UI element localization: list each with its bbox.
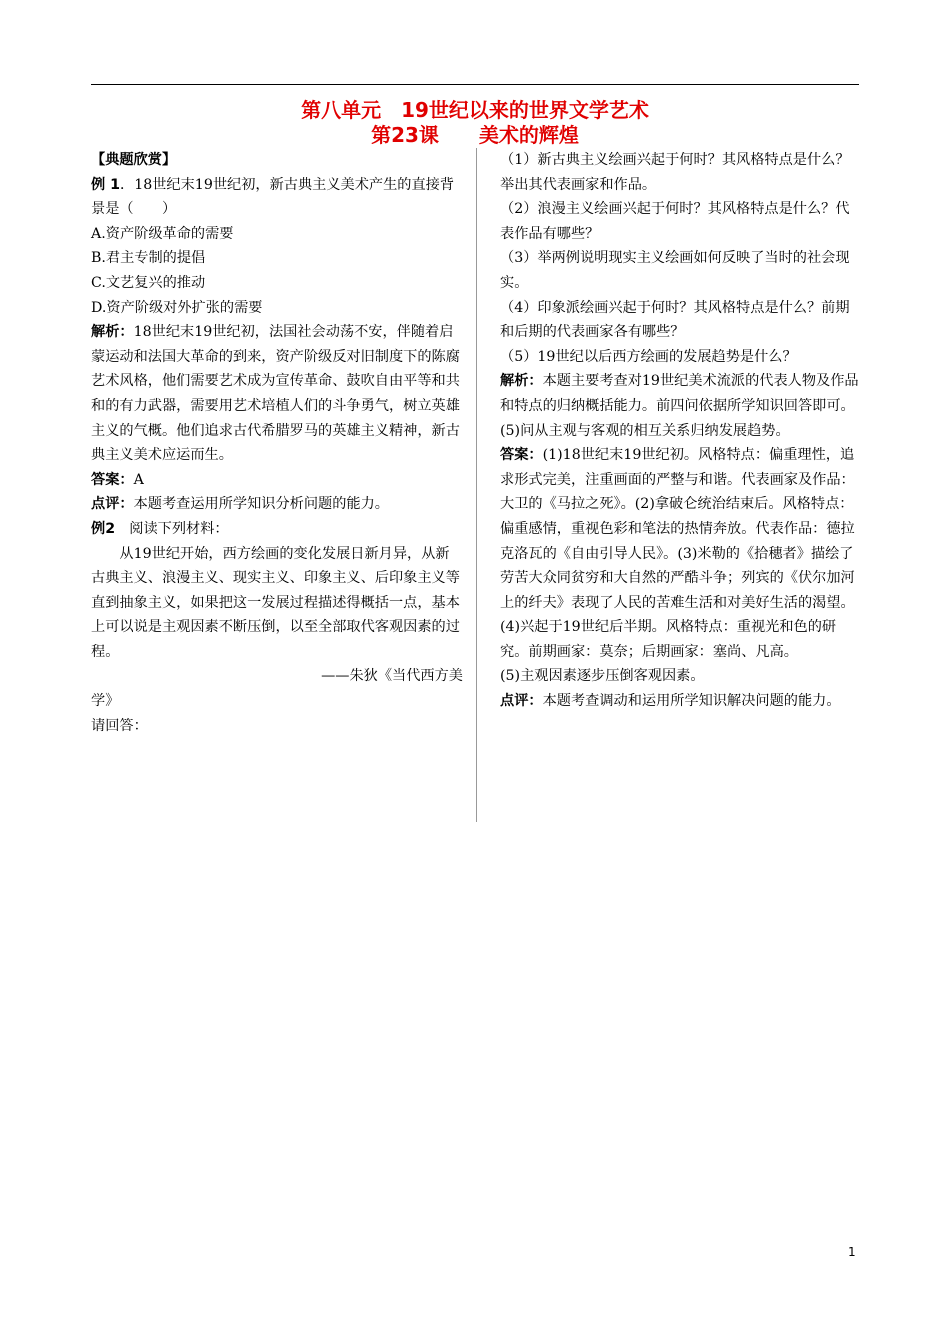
question-2: （2）浪漫主义绘画兴起于何时？其风格特点是什么？代表作品有哪些？ <box>500 201 850 242</box>
example-2-analysis: 解析：本题主要考查对19世纪美术流派的代表人物及作品和特点的归纳概括能力。前四问依据所学知识回答即可。(5)问从主观与客观的相互关系归纳发展趋势。 <box>500 373 859 439</box>
question-1: （1）新古典主义绘画兴起于何时？其风格特点是什么？举出其代表画家和作品。 <box>500 152 850 193</box>
example-2-intro: 例2 阅读下列材料： <box>91 520 229 537</box>
left-column <box>91 148 463 738</box>
example-1-answer: 答案：A <box>91 471 144 488</box>
example-2-material: 从19世纪开始，西方绘画的变化发展日新月异，从新古典主义、浪漫主义、现实主义、印象主义、后印象主义等直到抽象主义，如果把这一发展过程描述得概括一点，基本上可以说是主观因素不断压倒，以至全部取代客观因素的过程。 <box>91 545 460 660</box>
example-2-comment: 点评：本题考查调动和运用所学知识解决问题的能力。 <box>500 693 841 710</box>
lesson-title: 第23课 美术的辉煌 <box>371 123 579 147</box>
example-1-question: 例 1．18世纪末19世纪初，新古典主义美术产生的直接背景是（ ） <box>91 176 455 218</box>
option-a: A.资产阶级革命的需要 <box>91 225 234 242</box>
section-heading: 【典题欣赏】 <box>91 152 177 168</box>
option-d: D.资产阶级对外扩张的需要 <box>91 299 263 316</box>
top-rule <box>91 84 859 85</box>
question-4: （4）印象派绘画兴起于何时？其风格特点是什么？前期和后期的代表画家各有哪些？ <box>500 299 850 341</box>
example-1-label: 例 1 <box>91 176 120 193</box>
column-divider <box>476 148 477 822</box>
example-2-source: ——朱狄《当代西方美 <box>321 668 463 685</box>
option-c: C.文艺复兴的推动 <box>91 274 206 291</box>
page-number: 1 <box>848 1245 856 1259</box>
unit-title: 第八单元 19世纪以来的世界文学艺术 <box>301 98 649 122</box>
question-5: （5）19世纪以后西方绘画的发展趋势是什么？ <box>500 348 797 365</box>
example-1-comment: 点评：本题考查运用所学知识分析问题的能力。 <box>91 496 389 513</box>
example-2-prompt: 请回答： <box>91 717 148 734</box>
right-column <box>500 148 862 714</box>
example-2-answer-5: (5)主观因素逐步压倒客观因素。 <box>500 668 705 685</box>
example-2-source-cont: 学》 <box>91 693 120 710</box>
example-2-answer: 答案：(1)18世纪末19世纪初。风格特点：偏重理性，追求形式完美，注重画面的严整与和谐。代表画家及作品：大卫的《马拉之死》。(2)拿破仑统治结束后。风格特点：偏重感情，重视色彩和笔法的热情奔放。代表作品：德拉克洛瓦的《自由引导人民》。(3)米勒的《拾穗者》描绘了劳苦大众同贫穷和大自然的严酷斗争；列宾的《伏尔加河上的纤夫》表现了人民的苦难生活和对美好生活的渴望。(4)兴起于19世纪后半期。风格特点：重视光和色的研究。前期画家：莫奈；后期画家：塞尚、凡高。 <box>500 447 855 660</box>
question-3: （3）举两例说明现实主义绘画如何反映了当时的社会现实。 <box>500 250 850 291</box>
option-b: B.君主专制的提倡 <box>91 250 206 267</box>
example-1-analysis: 解析：18世纪末19世纪初，法国社会动荡不安，伴随着启蒙运动和法国大革命的到来，资产阶级反对旧制度下的陈腐艺术风格，他们需要艺术成为宣传革命、鼓吹自由平等和共和的有力武器，需要用艺术培植人们的斗争勇气，树立英雄主义的气概。他们追求古代希腊罗马的英雄主义精神，新古典主义美术应运而生。 <box>91 324 460 464</box>
example-2-label: 例2 <box>91 520 116 537</box>
